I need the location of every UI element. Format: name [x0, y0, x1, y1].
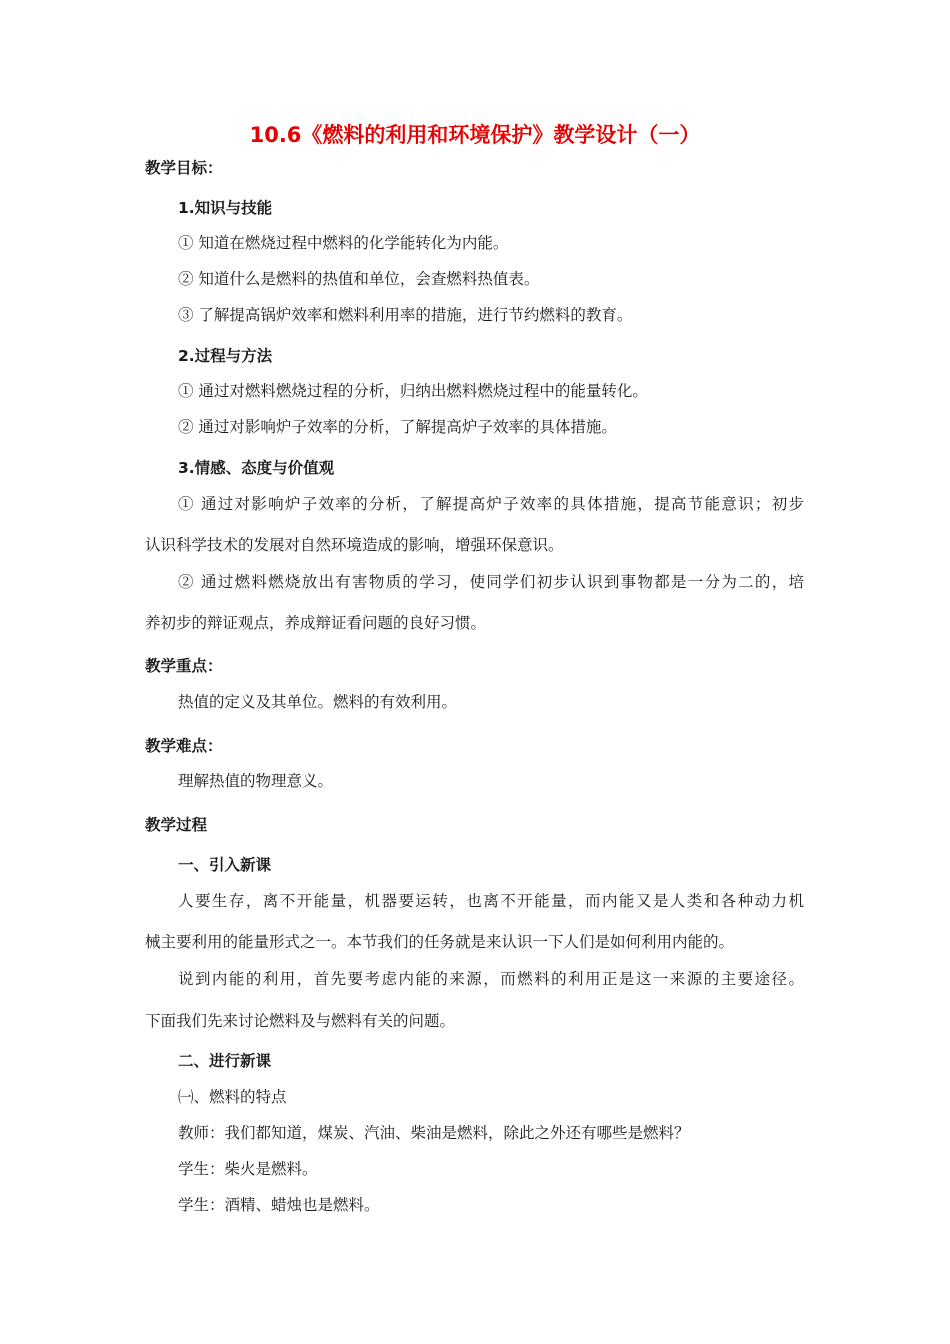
key-points-text: 热值的定义及其单位。燃料的有效利用。: [178, 693, 458, 711]
difficulties-heading: 教学难点：: [145, 737, 223, 755]
knowledge-item: ① 知道在燃烧过程中燃料的化学能转化为内能。: [178, 234, 509, 252]
intro-paragraph-2-line-1: 说到内能的利用，首先要考虑内能的来源，而燃料的利用正是这一来源的主要途径。: [178, 970, 804, 988]
dialog-line: 教师：我们都知道，煤炭、汽油、柴油是燃料，除此之外还有哪些是燃料？: [178, 1124, 690, 1142]
teaching-process-heading: 教学过程: [145, 816, 208, 834]
document-title: 10.6《燃料的利用和环境保护》教学设计（一）: [249, 123, 701, 147]
intro-heading: 一、引入新课: [178, 856, 272, 874]
attitude-heading: 3.情感、态度与价值观: [178, 459, 335, 477]
knowledge-item: ③ 了解提高锅炉效率和燃料利用率的措施，进行节约燃料的教育。: [178, 306, 633, 324]
attitude-item-2-line-2: 养初步的辩证观点，养成辩证看问题的良好习惯。: [145, 614, 487, 632]
attitude-item-1-line-1: ① 通过对影响炉子效率的分析，了解提高炉子效率的具体措施，提高节能意识；初步: [178, 495, 804, 513]
intro-paragraph-2-line-2: 下面我们先来讨论燃料及与燃料有关的问题。: [145, 1012, 456, 1030]
intro-paragraph-1-line-2: 械主要利用的能量形式之一。本节我们的任务就是来认识一下人们是如何利用内能的。: [145, 933, 735, 951]
knowledge-item: ② 知道什么是燃料的热值和单位，会查燃料热值表。: [178, 270, 540, 288]
key-points-heading: 教学重点：: [145, 657, 223, 675]
dialog-line: 学生：柴火是燃料。: [178, 1160, 318, 1178]
process-heading: 2.过程与方法: [178, 347, 273, 365]
process-item: ② 通过对影响炉子效率的分析，了解提高炉子效率的具体措施。: [178, 418, 617, 436]
intro-paragraph-1-line-1: 人要生存，离不开能量，机器要运转，也离不开能量，而内能又是人类和各种动力机: [178, 892, 804, 910]
fuel-characteristics-subheading: ㈠、燃料的特点: [178, 1088, 287, 1106]
difficulties-text: 理解热值的物理意义。: [178, 772, 334, 790]
attitude-item-2-line-1: ② 通过燃料燃烧放出有害物质的学习，使同学们初步认识到事物都是一分为二的，培: [178, 573, 804, 591]
new-lesson-heading: 二、进行新课: [178, 1052, 272, 1070]
knowledge-heading: 1.知识与技能: [178, 199, 273, 217]
process-item: ① 通过对燃料燃烧过程的分析，归纳出燃料燃烧过程中的能量转化。: [178, 382, 648, 400]
objectives-heading: 教学目标：: [145, 159, 223, 177]
attitude-item-1-line-2: 认识科学技术的发展对自然环境造成的影响，增强环保意识。: [145, 536, 564, 554]
dialog-line: 学生：酒精、蜡烛也是燃料。: [178, 1196, 380, 1214]
